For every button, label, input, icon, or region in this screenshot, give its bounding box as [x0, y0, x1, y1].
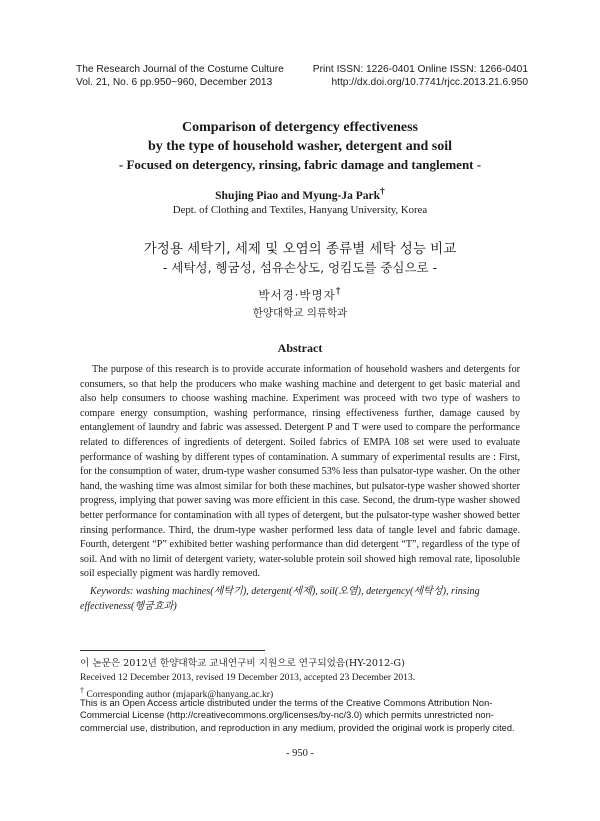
korean-authors-text: 박서경·박명자 — [258, 287, 336, 302]
keywords-label: Keywords: — [90, 586, 134, 597]
author-names-text: Shujing Piao and Myung-Ja Park — [215, 189, 381, 202]
korean-authors — [60, 286, 540, 303]
doi-link[interactable]: http://dx.doi.org/10.7741/rjcc.2013.21.6.950 — [331, 76, 528, 88]
keywords-text: washing machines(세탁기), detergent(세제), soil(오염), detergency(세탁성), rinsing effectiveness(헹굼효과) — [80, 586, 480, 612]
journal-name: The Research Journal of the Costume Culture — [76, 64, 284, 75]
footnote-corresponding-text: Corresponding author (mjapark@hanyang.ac.kr) — [86, 689, 274, 701]
author-affiliation: Dept. of Clothing and Textiles, Hanyang University, Korea — [172, 204, 428, 216]
paper-title-line1: Comparison of detergency effectiveness — [182, 120, 418, 135]
paper-subtitle: - Focused on detergency, rinsing, fabric damage and tanglement - — [118, 157, 482, 172]
korean-affiliation: 한양대학교 의류학과 — [252, 307, 348, 319]
footnote-license: This is an Open Access article distributed under the terms of the Creative Commons Attribution Non-Commercial License (http://creativecommons.org/licenses/by-nc/3.0) which permits unrestricted non-commercial use, distribution, and reproduction in any medium, provided the original work is properly cited. — [80, 698, 515, 733]
page-number: - 950 - — [286, 748, 314, 759]
abstract-body: The purpose of this research is to provide accurate information of household washers and detergents for consumers, so that help the producers who make washing machine and detergent to get basic material and also help consumers to choose washing machine. Experiment was proceed with two type of washers to compare energy consumption, washing performance, rinsing effectiveness further, damage caused by entanglement of laundry and fabric was assessed. Detergent P and T were used to compare the performance related to differences of ingredients of detergent. Soiled fabrics of EMPA 108 set were used to evaluate performance of washing by different types of contamination. A summary of experimental results are : First, for the consumption of water, drum-type washer consumed 53% less than pulsator-type washer. On the other hand, the washing time was almost similar for both these machines, but pulsator-type washer showed shorter progress, implying that power saving was more efficient in this case. Second, the drum-type washer showed better performance for contamination with all types of detergent, but the pulsator-type washer showed better rinsing performance. Third, the drum-type washer performed less data of tangle level and fabric damage. Fourth, detergent “P” exhibited better washing performance than did detergent “T”, regardless of the type of soil. And with no limit of detergent variety, water-soluble protein soil showed high removal rate, liposoluble soil especially pigment was hardly removed. — [80, 364, 520, 580]
journal-header-right — [313, 64, 528, 89]
volume-info: Vol. 21, No. 6 pp.950~960, December 2013 — [76, 76, 273, 88]
korean-title: 가정용 세탁기, 세제 및 오염의 종류별 세탁 성능 비교 — [143, 241, 457, 257]
author-names — [60, 186, 540, 202]
footnote-funding: 이 논문은 2012년 한양대학교 교내연구비 지원으로 연구되었음(HY-2012-G) — [80, 658, 405, 669]
footnote-dates: Received 12 December 2013, revised 19 December 2013, accepted 23 December 2013. — [80, 672, 416, 683]
corresponding-mark: † — [380, 186, 385, 197]
korean-corresponding-mark: † — [335, 286, 342, 297]
keywords — [80, 585, 518, 614]
abstract-heading: Abstract — [277, 341, 323, 355]
footnote-divider — [80, 650, 265, 651]
issn-info: Print ISSN: 1226-0401 Online ISSN: 1266-0401 — [312, 64, 528, 75]
journal-header-left — [76, 64, 284, 89]
korean-subtitle: - 세탁성, 헹굼성, 섬유손상도, 엉킴도를 중심으로 - — [162, 260, 438, 275]
paper-title-line2: by the type of household washer, detergent and soil — [147, 139, 452, 154]
footnote-dagger: † — [80, 686, 84, 695]
